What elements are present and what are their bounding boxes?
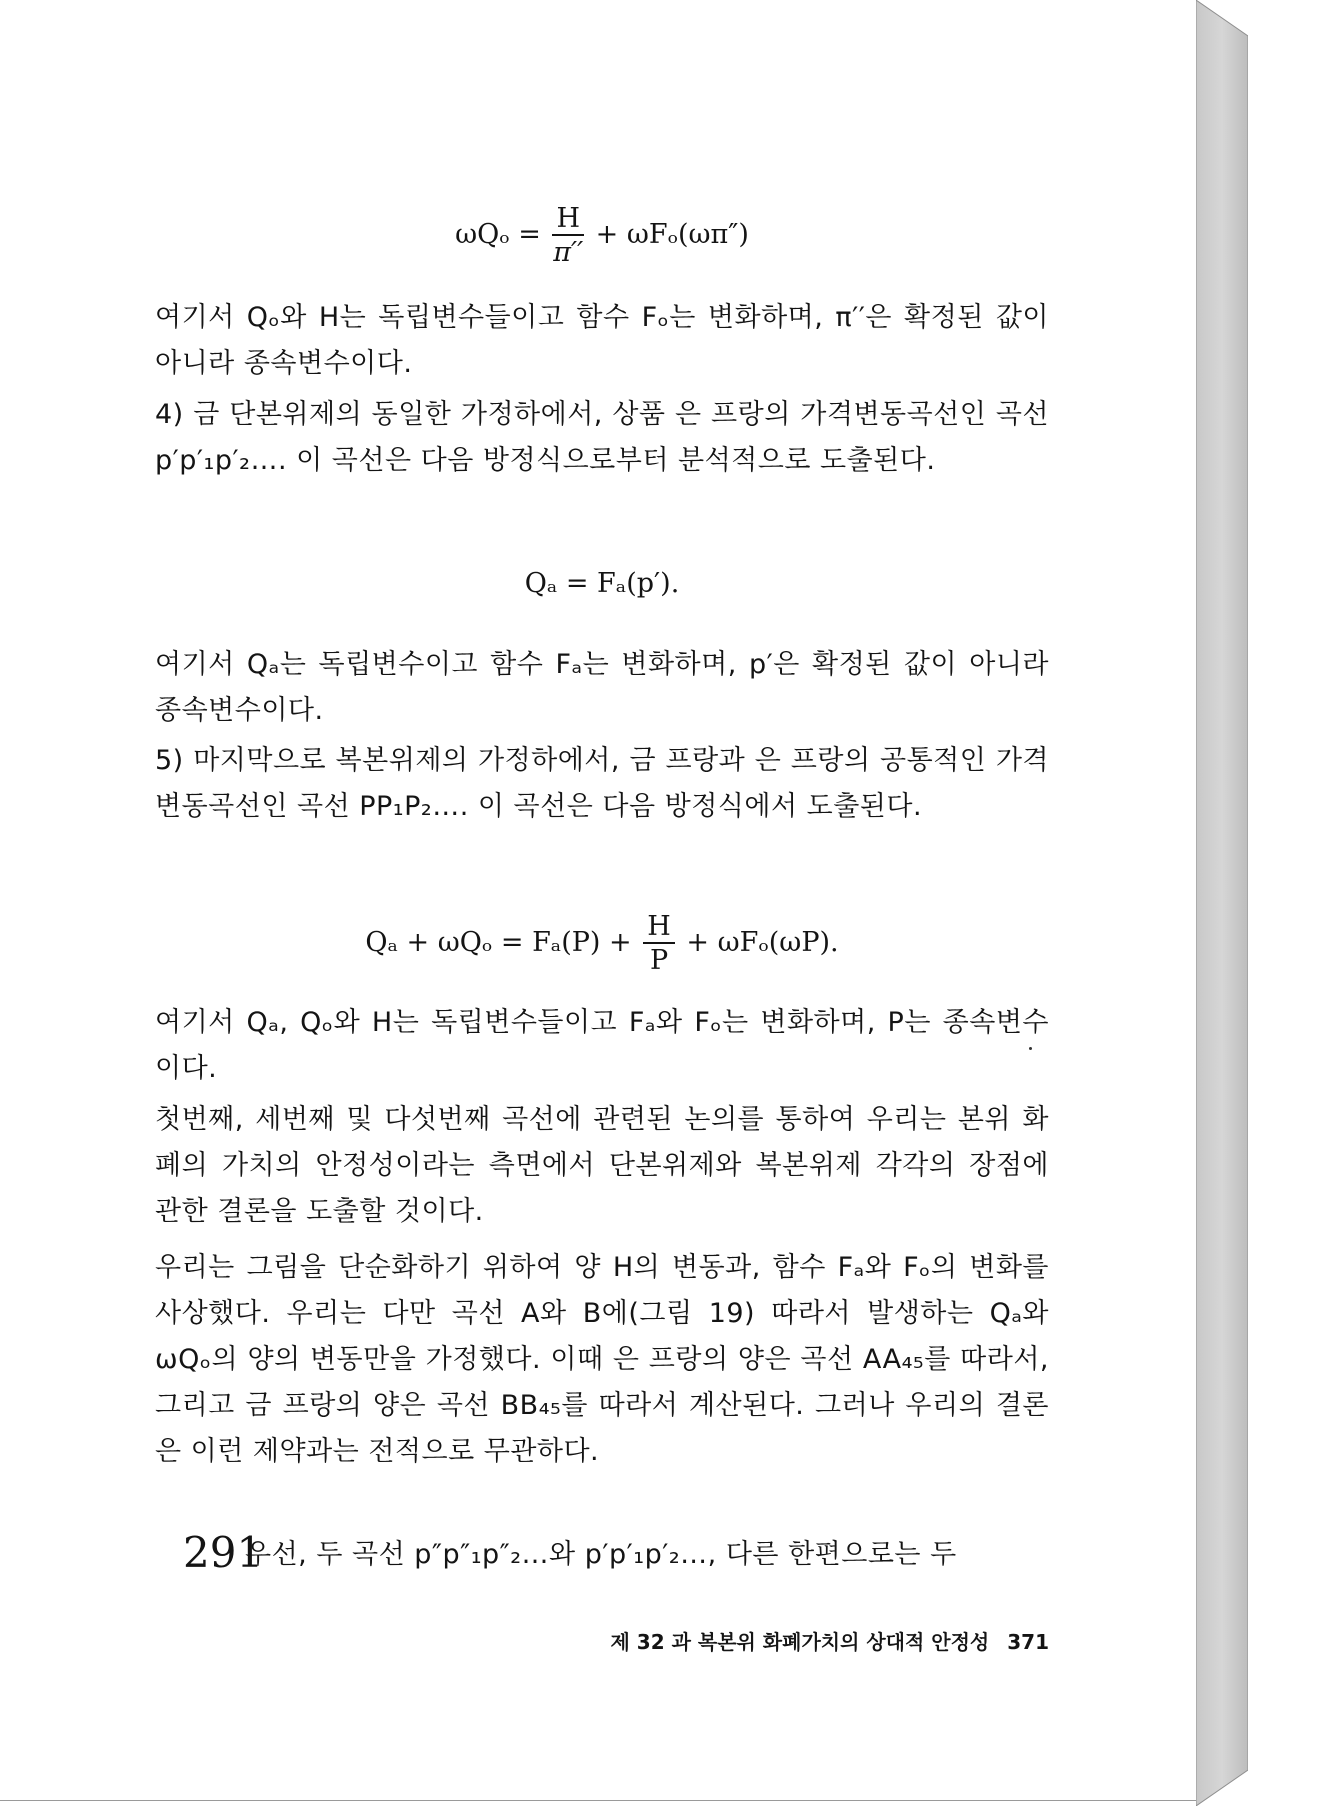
- equation-3-lhs: Qₐ + ωQₒ = Fₐ(P) +: [365, 927, 632, 958]
- running-footer: [155, 1626, 1049, 1655]
- equation-1-rhs: + ωFₒ(ωπ″): [595, 219, 749, 250]
- equation-1-lhs: ωQₒ =: [455, 219, 541, 250]
- paragraph-7: 우리는 그림을 단순화하기 위하여 양 H의 변동과, 함수 Fₐ와 Fₒ의 변화를 사상했다. 우리는 다만 곡선 A와 B에(그림 19) 따라서 발생하는 Qₐ와 ωQₒ의 양의 변동만을 가정했다. 이때 은 프랑의 양은 곡선 AA₄₅를 따라서, 그리고 금 프랑의 양은 곡선 BB₄₅를 따라서 계산된다. 그러나 우리의 결론은 이런 제약과는 전적으로 무관하다.: [155, 1252, 1049, 1467]
- paragraph-8: 우선, 두 곡선 p″p″₁p″₂…와 p′p′₁p′₂…, 다른 한편으로는 두: [245, 1539, 957, 1570]
- equation-3-rhs: + ωFₒ(ωP).: [686, 927, 839, 958]
- paragraph-4: 5) 마지막으로 복본위제의 가정하에서, 금 프랑과 은 프랑의 공통적인 가격변동곡선인 곡선 PP₁P₂…. 이 곡선은 다음 방정식에서 도출된다.: [155, 745, 1049, 822]
- paragraph-5: 여기서 Qₐ, Qₒ와 H는 독립변수들이고 Fₐ와 Fₒ는 변화하며, P는 종속변수이다.: [155, 1007, 1049, 1084]
- equation-3-denominator: P: [649, 945, 669, 976]
- stray-mark: [1029, 1047, 1032, 1050]
- equation-3: [155, 913, 1049, 974]
- paragraph-1: 여기서 Qₒ와 H는 독립변수들이고 함수 Fₒ는 변화하며, π′′은 확정된 값이 아니라 종속변수이다.: [155, 302, 1049, 379]
- equation-1: [155, 205, 1049, 266]
- equation-3-fraction: [643, 913, 675, 974]
- equation-3-numerator: H: [643, 913, 675, 944]
- book-edge: [1196, 0, 1248, 1806]
- equation-1-numerator: H: [552, 205, 584, 236]
- equation-1-fraction: [552, 205, 584, 266]
- equation-1-denominator: π′′: [553, 237, 584, 268]
- paragraph-6: 첫번째, 세번째 및 다섯번째 곡선에 관련된 논의를 통하여 우리는 본위 화폐의 가치의 안정성이라는 측면에서 단본위제와 복본위제 각각의 장점에 관한 결론을 도출할 것이다.: [155, 1104, 1049, 1227]
- section-number: 291: [183, 1528, 264, 1577]
- footer-title: 제 32 과 복본위 화폐가치의 상대적 안정성: [610, 1630, 990, 1654]
- page-number: 371: [1007, 1630, 1049, 1654]
- paragraph-3: 여기서 Qₐ는 독립변수이고 함수 Fₐ는 변화하며, p′은 확정된 값이 아니라 종속변수이다.: [155, 649, 1049, 726]
- equation-2: Qₐ = Fₐ(p′).: [524, 568, 680, 599]
- paragraph-2: 4) 금 단본위제의 동일한 가정하에서, 상품 은 프랑의 가격변동곡선인 곡선 p′p′₁p′₂…. 이 곡선은 다음 방정식으로부터 분석적으로 도출된다.: [155, 399, 1049, 476]
- book-edge-graphic: [1196, 0, 1248, 1806]
